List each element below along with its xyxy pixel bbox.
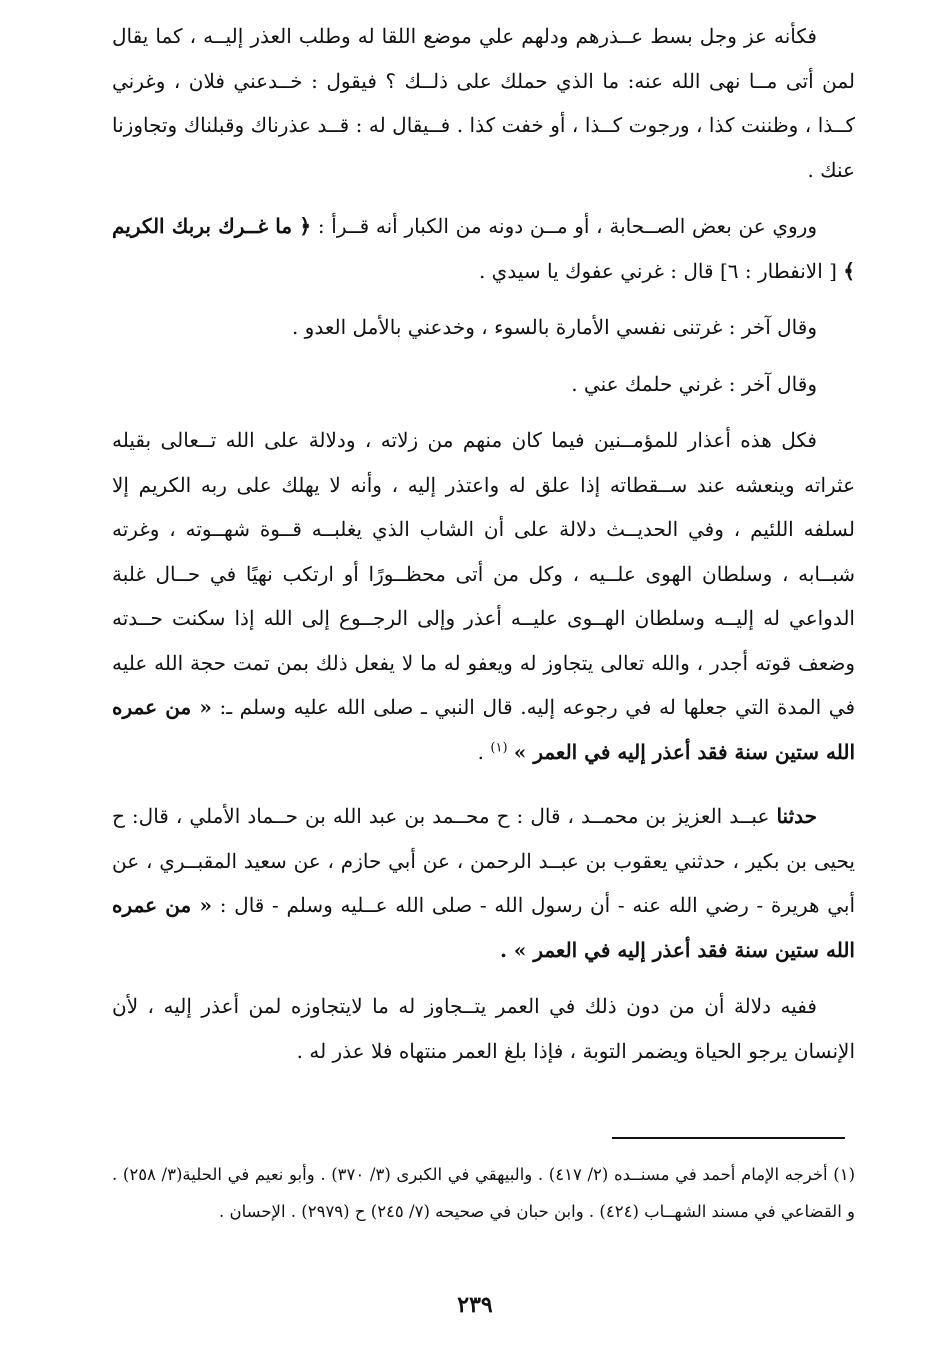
footnote-text: (١) أخرجه الإمام أحمد في مسنــده (٢/ ٤١٧) . والبيهقي في الكبرى (٣/ ٣٧٠) . وأبو نعيم في الحلية(٣/ ٢٥٨) . و القضاعي في مسند الشهــاب (٤٢٤) . وابن حبان في صحيحه (٧/ ٢٤٥) ح (٢٩٧٩) . الإحسان .: [112, 1165, 856, 1221]
paragraph-4: وقال آخر : غرني حلمك عني .: [571, 371, 817, 396]
paragraph-5-end: .: [477, 739, 485, 764]
page-number: ٢٣٩: [457, 1292, 493, 1318]
hadith-quote-2: « من عمره الله ستين سنة فقد أعذر إليه في العمر » .: [112, 893, 855, 962]
paragraph-7: ففيه دلالة أن من دون ذلك في العمر يتــجاوز له ما لايتجاوزه لمن أعذر إليه ، لأن الإنسان يرجو الحياة ويضمر التوبة ، فإذا بلغ العمر منتهاه فلا عذر له .: [112, 994, 855, 1063]
paragraph-3: وقال آخر : غرتنى نفسي الأمارة بالسوء ، وخدعني بالأمل العدو .: [291, 315, 817, 339]
paragraph-2: [112, 204, 855, 293]
paragraph-1: فكأنه عز وجل بسط عــذرهم ودلهم علي موضع اللقا له وطلب العذر إليــه ، كما يقال لمن أتى مــا نهى الله عنه: ما الذي حملك على ذلــك ؟ فيقول : خــدعني فلان ، وغرني كــذا ، وظننت كذا ، ورجوت كــذا ، أو خفت كذا . فــيقال له : قــد عذرناك وقبلناك وتجاوزنا عنك .: [112, 24, 855, 182]
hadith-quote: « من عمره الله ستين سنة فقد أعذر إليه في العمر »: [112, 695, 855, 764]
paragraph-5-text: فكل هذه أعذار للمؤمــنين فيما كان منهم من زلاته ، ودلالة على الله تــعالى بقيله عثراته وينعشه عند ســقطاته إذا علق له واعتذر إليه ، وأنه لا يهلك على ربه الكريم إلا لسلفه اللئيم ، وفي الحديــث دلالة على أن الشاب الذي يغلبــه قــوة شهــوته ، وغرته شبــابه ، وسلطان الهوى علــيه ، وكل من أتى محظــورًا أو ارتكب نهيًا في حــال غلبة الدواعي له إليــه وسلطان الهــوى عليــه أعذر وإلى الرجــوع إلى الله إذا سكنت حــدته وضعف قوته أجدر ، والله تعالى يتجاوز له ويعفو له ما لا يفعل ذلك بمن تمت حجة الله عليه في المدة التي جعلها له في رجوعه إليه. قال النبي ـ صلى الله عليه وسلم ـ:: [112, 428, 856, 719]
main-text: [112, 14, 855, 1085]
footnote-ref: (١): [490, 739, 508, 755]
paragraph-2-end: [ الانفطار : ٦] قال : غرني عفوك يا سيدي .: [478, 258, 837, 283]
paragraph-2-intro: وروي عن بعض الصــحابة ، أو مــن دونه من الكبار أنه قــرأ :: [317, 214, 817, 238]
paragraph-5: [112, 418, 855, 774]
paragraph-6: [112, 794, 855, 972]
footnote-separator: [612, 1137, 845, 1139]
isnad-lead: حدثنا: [776, 804, 817, 828]
quran-verse: ﴿ ما غــرك بربك الكريم ﴾: [112, 214, 855, 283]
isnad-chain: عبــد العزيز بن محمــد ، قال : ح محــمد بن عبد الله بن حــماد الأملي ، قال: ح يحيى بن بكير ، حدثني يعقوب بن عبــد الرحمن ، عن أبي حازم ، عن سعيد المقبــري ، عن أبي هريرة - رضي الله عنه - أن رسول الله - صلى الله عــليه وسلم - قال :: [112, 804, 856, 917]
footnote: [112, 1156, 855, 1230]
